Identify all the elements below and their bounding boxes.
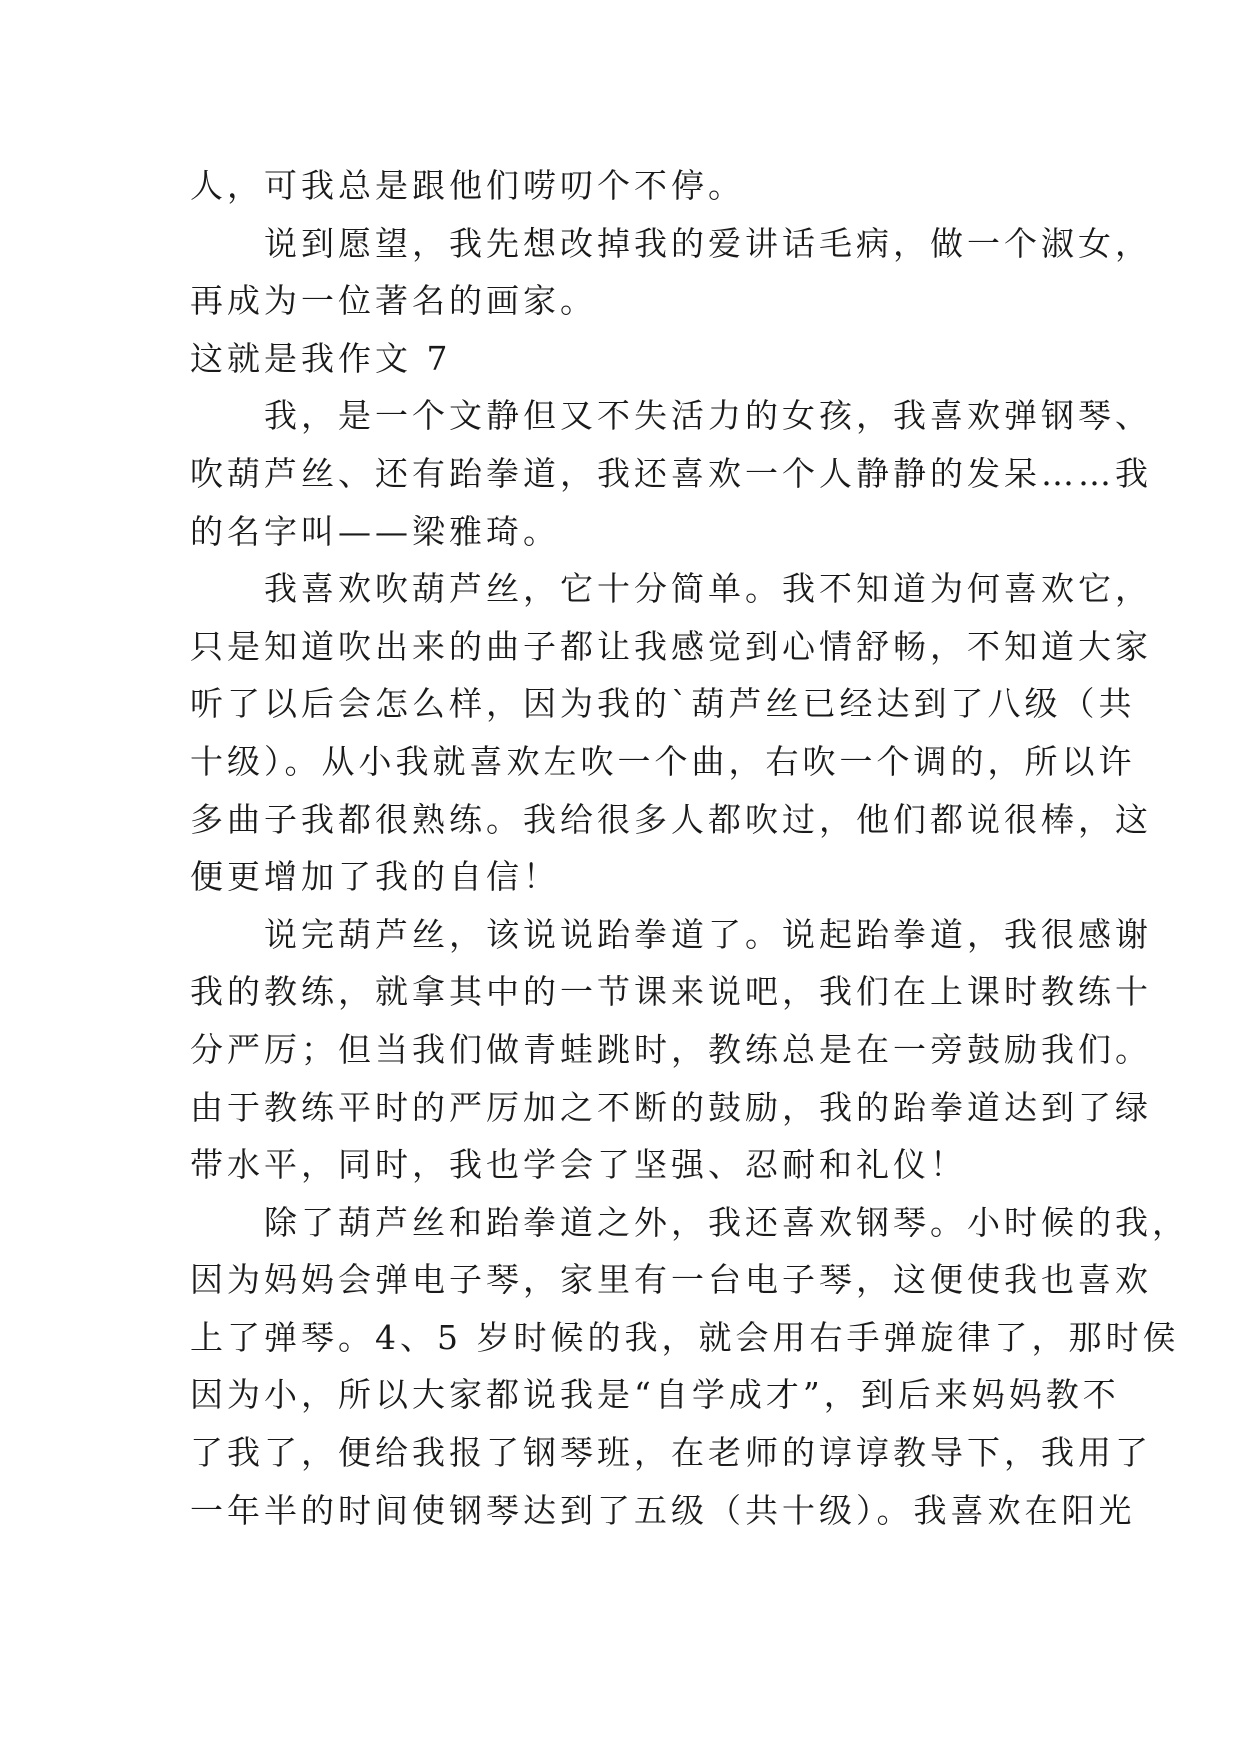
paragraph-first-line: 除了葫芦丝和跆拳道之外，我还喜欢钢琴。小时候的我， [264,1202,1189,1242]
text-line: 听了以后会怎么样，因为我的`葫芦丝已经达到了八级（共 [190,684,1136,724]
text-line: 便更增加了我的自信！ [190,857,560,897]
paragraph-first-line: 说到愿望，我先想改掉我的爱讲话毛病，做一个淑女， [264,223,1152,263]
text-line: 人，可我总是跟他们唠叨个不停。 [190,166,745,205]
text-line: 分严厉；但当我们做青蛙跳时，教练总是在一旁鼓励我们。 [190,1029,1152,1069]
paragraph-first-line: 说完葫芦丝，该说说跆拳道了。说起跆拳道，我很感谢 [264,914,1152,954]
document-body [190,157,1189,1539]
text-line: 十级）。从小我就喜欢左吹一个曲，右吹一个调的，所以许 [190,741,1136,781]
paragraph-first-line: 我，是一个文静但又不失活力的女孩，我喜欢弹钢琴、 [264,396,1152,436]
text-line: 我的教练，就拿其中的一节课来说吧，我们在上课时教练十 [190,972,1152,1012]
paragraph-first-line: 我喜欢吹葫芦丝，它十分简单。我不知道为何喜欢它， [264,569,1152,609]
text-line: 上了弹琴。4、5 岁时候的我，就会用右手弹旋律了，那时侯 [190,1317,1180,1357]
text-line: 带水平，同时，我也学会了坚强、忍耐和礼仪！ [190,1145,967,1185]
text-line: 了我了，便给我报了钢琴班，在老师的谆谆教导下，我用了 [190,1433,1152,1473]
text-line: 吹葫芦丝、还有跆拳道，我还喜欢一个人静静的发呆……我 [190,453,1152,493]
text-line: 再成为一位著名的画家。 [190,281,597,321]
text-line: 一年半的时间使钢琴达到了五级（共十级）。我喜欢在阳光 [190,1490,1136,1530]
text-line: 只是知道吹出来的曲子都让我感觉到心情舒畅，不知道大家 [190,626,1152,666]
text-line: 多曲子我都很熟练。我给很多人都吹过，他们都说很棒，这 [190,799,1152,839]
text-line: 因为小，所以大家都说我是“自学成才”，到后来妈妈教不 [190,1375,1120,1415]
text-line: 的名字叫——梁雅琦。 [190,511,560,551]
text-line: 由于教练平时的严厉加之不断的鼓励，我的跆拳道达到了绿 [190,1087,1152,1127]
text-line: 这就是我作文 7 [190,338,452,378]
text-line: 因为妈妈会弹电子琴，家里有一台电子琴，这便使我也喜欢 [190,1260,1152,1300]
